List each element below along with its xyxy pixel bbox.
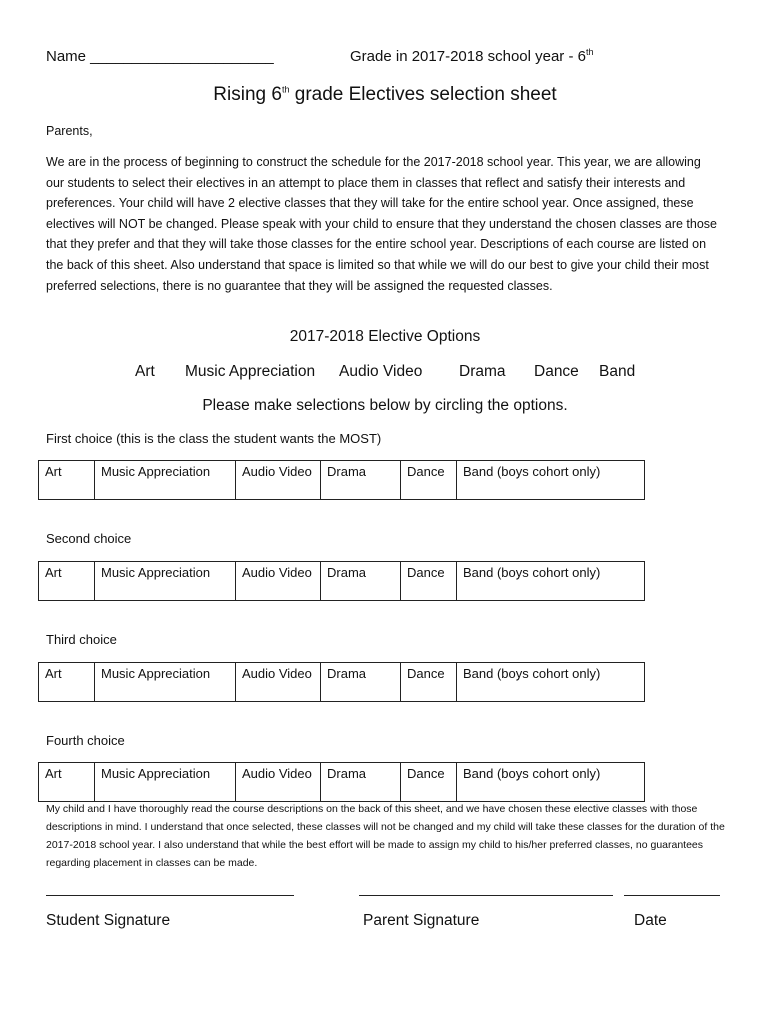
fourth-choice-label: Fourth choice [46, 733, 125, 748]
choice-cell-band[interactable]: Band (boys cohort only) [457, 763, 645, 802]
choice-cell-drama[interactable]: Drama [321, 461, 401, 500]
first-choice-table [38, 460, 645, 500]
second-choice-table [38, 561, 645, 601]
choice-cell-art[interactable]: Art [39, 763, 95, 802]
choice-cell-art[interactable]: Art [39, 461, 95, 500]
third-choice-table [38, 662, 645, 702]
consent-paragraph: My child and I have thoroughly read the course descriptions on the back of this sheet, and we have chosen these elective classes with those descriptions in mind. I understand that once selected, these classes will not be changed and my child will take these classes for the duration of the 2017-2018 school year. I also understand that while the best effort will be made to assign my child to his/her preferred classes, no guarantees regarding placement in classes can be made. [46, 803, 725, 869]
option-dance: Dance [534, 363, 579, 380]
fourth-choice-table [38, 762, 645, 802]
second-choice-label: Second choice [46, 531, 132, 546]
instruction: Please make selections below by circling the options. [202, 397, 568, 414]
parent-signature-label: Parent Signature [363, 912, 480, 929]
grade-label-sup: th [585, 47, 594, 57]
option-music-appreciation: Music Appreciation [185, 363, 316, 380]
option-audio-video: Audio Video [339, 363, 423, 380]
title-post: grade Electives selection sheet [289, 84, 557, 105]
choice-cell-drama[interactable]: Drama [321, 763, 401, 802]
date-label: Date [634, 912, 667, 929]
first-choice-label: First choice (this is the class the student wants the MOST) [46, 431, 382, 446]
option-art: Art [135, 363, 155, 380]
choice-cell-band[interactable]: Band (boys cohort only) [457, 663, 645, 702]
choice-cell-audio-video[interactable]: Audio Video [236, 461, 321, 500]
choice-cell-audio-video[interactable]: Audio Video [236, 663, 321, 702]
parent-signature-line[interactable] [359, 895, 613, 896]
title-pre: Rising 6 [213, 84, 282, 105]
page-title [0, 84, 770, 106]
choice-cell-music-appreciation[interactable]: Music Appreciation [95, 562, 236, 601]
choice-cell-dance[interactable]: Dance [401, 763, 457, 802]
grade-label-text: Grade in 2017-2018 school year - 6 [350, 48, 586, 65]
student-signature-label: Student Signature [46, 912, 171, 929]
grade-label [350, 48, 594, 65]
title-sup: th [281, 84, 290, 95]
choice-cell-music-appreciation[interactable]: Music Appreciation [95, 763, 236, 802]
choice-cell-band[interactable]: Band (boys cohort only) [457, 562, 645, 601]
third-choice-label: Third choice [46, 632, 117, 647]
choice-cell-audio-video[interactable]: Audio Video [236, 562, 321, 601]
intro-paragraph: We are in the process of beginning to construct the schedule for the 2017-2018 school year. This year, we are allowing our students to select their electives in an attempt to place them in classes that reflect and satisfy their interests and preferences. Your child will have 2 elective classes that they will take for the entire school year. Once assigned, these electives will NOT be changed. Please speak with your child to ensure that they understand the chosen classes are those that they prefer and that they will take those classes for the entire school year. Descriptions of each course are listed on the back of this sheet. Also understand that space is limited so that while we will do our best to give your child their most preferred selections, there is no guarantee that they will be assigned the requested classes. [46, 155, 717, 293]
student-signature-line[interactable] [46, 895, 294, 896]
choice-cell-dance[interactable]: Dance [401, 461, 457, 500]
date-line[interactable] [624, 895, 720, 896]
option-band: Band [599, 363, 636, 380]
choice-cell-music-appreciation[interactable]: Music Appreciation [95, 461, 236, 500]
choice-cell-dance[interactable]: Dance [401, 663, 457, 702]
choice-cell-band[interactable]: Band (boys cohort only) [457, 461, 645, 500]
choice-cell-dance[interactable]: Dance [401, 562, 457, 601]
choice-cell-drama[interactable]: Drama [321, 663, 401, 702]
name-field-label[interactable]: Name ______________________ [46, 48, 274, 65]
choice-cell-art[interactable]: Art [39, 663, 95, 702]
options-title: 2017-2018 Elective Options [289, 328, 481, 345]
choice-cell-art[interactable]: Art [39, 562, 95, 601]
choice-cell-audio-video[interactable]: Audio Video [236, 763, 321, 802]
choice-cell-music-appreciation[interactable]: Music Appreciation [95, 663, 236, 702]
option-drama: Drama [459, 363, 506, 380]
choice-cell-drama[interactable]: Drama [321, 562, 401, 601]
salutation: Parents, [46, 124, 93, 138]
